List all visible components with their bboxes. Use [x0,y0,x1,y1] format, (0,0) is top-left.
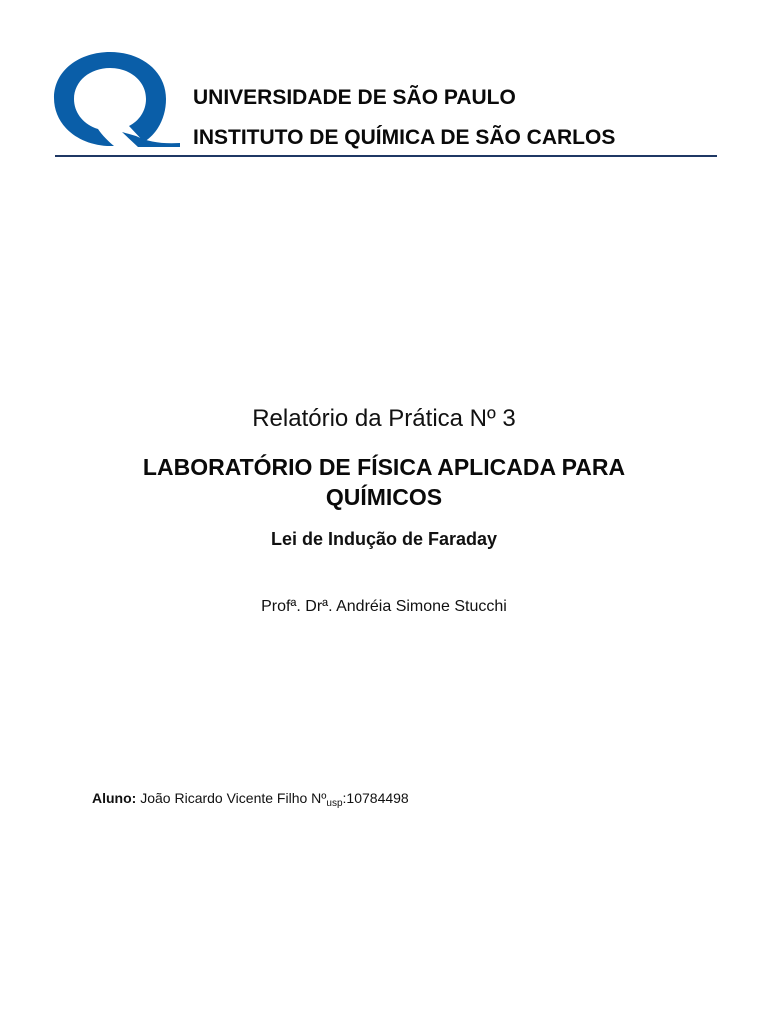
student-number-subscript: usp [326,798,343,809]
course-title: LABORATÓRIO DE FÍSICA APLICADA PARA QUÍMICOS [142,454,626,510]
student-label: Aluno: [92,790,137,806]
institute-name: INSTITUTO DE QUÍMICA DE SÃO CARLOS [193,126,616,149]
university-name: UNIVERSIDADE DE SÃO PAULO [193,86,516,109]
student-number-prefix: Nº [311,790,327,806]
student-info [92,790,409,809]
student-name: João Ricardo Vicente Filho [140,790,308,806]
logo-ring [54,52,166,146]
institute-logo [52,50,182,150]
topic-title: Lei de Indução de Faraday [270,529,498,549]
student-number: :10784498 [342,790,409,806]
professor-name: Profª. Drª. Andréia Simone Stucchi [261,598,507,615]
usp-iqsc-logo-icon [52,50,182,150]
report-title: Relatório da Prática Nº 3 [252,405,516,432]
header-divider [55,155,717,157]
